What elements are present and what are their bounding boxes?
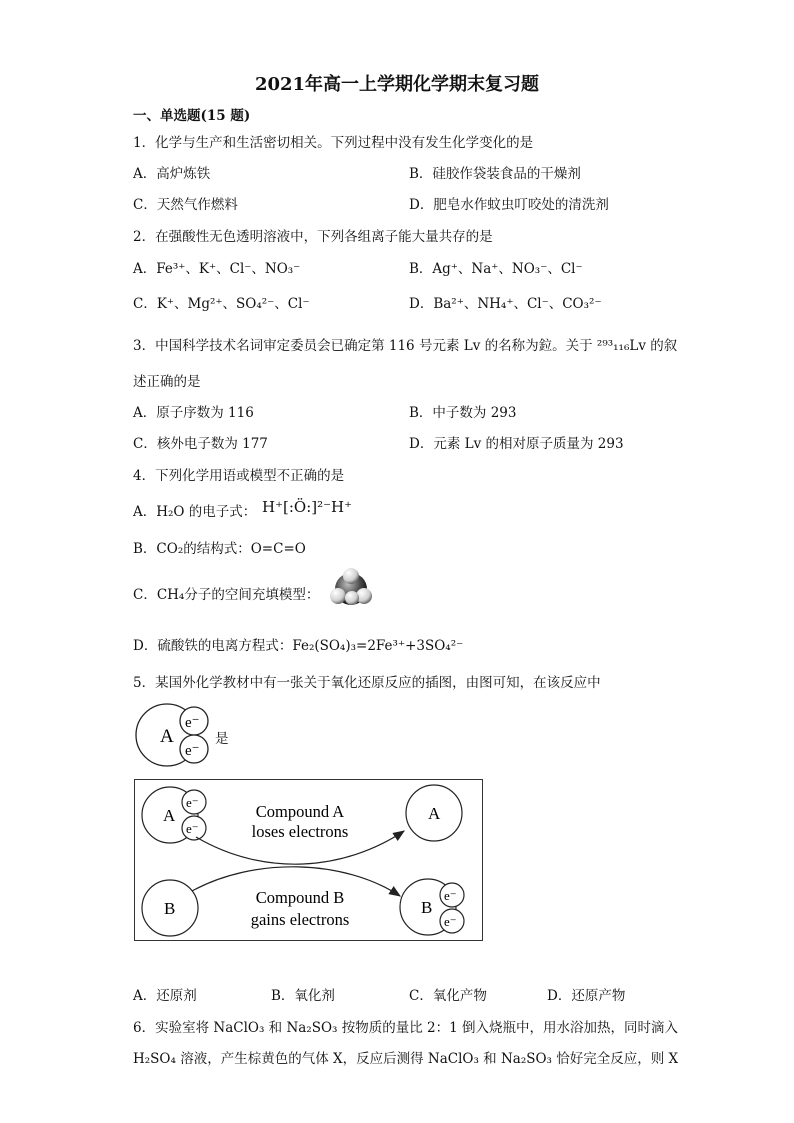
question-2-option-c: C．K⁺、Mg²⁺、SO₄²⁻、Cl⁻ [133,296,310,312]
question-4-option-a: A．H₂O 的电子式： [133,504,257,520]
question-4-option-b: B．CO₂的结构式：O=C=O [133,541,306,557]
electron-label: e⁻ [444,914,457,929]
question-3-stem: 3．中国科学技术名词审定委员会已确定第 116 号元素 Lv 的名称为鉝。关于 ²⁹³₁₁₆Lv 的叙 [133,338,678,354]
atom-a-left-label: A [163,806,176,825]
question-6-line-1: 6．实验室将 NaClO₃ 和 Na₂SO₃ 按物质的量比 2：1 倒入烧瓶中，用水浴加热，同时滴入 [133,1020,679,1036]
question-4-option-c: C．CH₄分子的空间充填模型： [133,587,320,603]
question-4-option-d: D．硫酸铁的电离方程式：Fe₂(SO₄)₃=2Fe³⁺+3SO₄²⁻ [133,638,464,654]
atom-b-left-label: B [164,899,176,918]
methane-space-filling-model-icon [326,566,376,612]
question-3-option-b: B．中子数为 293 [409,405,517,421]
question-2-stem: 2．在强酸性无色透明溶液中，下列各组离子能大量共存的是 [133,229,493,245]
inline-atom-a-diagram [130,700,250,772]
question-5-option-c: C．氧化产物 [409,988,487,1004]
question-2-option-b: B．Ag⁺、Na⁺、NO₃⁻、Cl⁻ [409,261,583,277]
atom-a-right-label: A [428,804,441,823]
question-3-stem-cont: 述正确的是 [133,374,201,390]
question-2-option-a: A．Fe³⁺、K⁺、Cl⁻、NO₃⁻ [133,261,301,277]
compound-b-line1: Compound B [255,888,345,907]
water-electron-formula: H⁺[:Ö:]²⁻H⁺ [262,498,353,516]
inline-diagram-suffix: 是 [215,731,229,747]
question-1-option-a: A．高炉炼铁 [133,166,211,182]
electron-label: e⁻ [186,821,199,836]
question-5-option-d: D．还原产物 [547,988,626,1004]
question-2-option-d: D．Ba²⁺、NH₄⁺、Cl⁻、CO₃²⁻ [409,296,602,312]
question-1-option-b: B．硅胶作袋装食品的干燥剂 [409,166,581,182]
compound-a-line1: Compound A [255,802,345,821]
inline-atom-a-label: A [160,726,174,747]
question-5-option-a: A．还原剂 [133,988,197,1004]
question-1-stem: 1．化学与生产和生活密切相关。下列过程中没有发生化学变化的是 [133,135,534,151]
atom-b-right-label: B [421,898,433,917]
question-1-option-c: C．天然气作燃料 [133,197,238,213]
question-1-option-d: D．肥皂水作蚊虫叮咬处的清洗剂 [409,197,609,213]
question-4-stem: 4．下列化学用语或模型不正确的是 [133,468,345,484]
question-3-option-c: C．核外电子数为 177 [133,436,268,452]
electron-label: e⁻ [186,795,199,810]
compound-a-line2: loses electrons [251,822,349,841]
electron-label: e⁻ [444,888,457,903]
question-6-line-2: H₂SO₄ 溶液，产生棕黄色的气体 X，反应后测得 NaClO₃ 和 Na₂SO₃ 恰好完全反应，则 X [133,1051,679,1067]
compound-b-line2: gains electrons [250,910,350,929]
redox-diagram [134,779,483,941]
question-3-option-d: D．元素 Lv 的相对原子质量为 293 [409,436,624,452]
question-3-option-a: A．原子序数为 116 [133,405,254,421]
inline-electron-2-label: e⁻ [185,743,200,759]
section-heading: 一、单选题(15 题) [133,108,251,124]
inline-electron-1-label: e⁻ [185,715,200,731]
question-5-option-b: B．氧化剂 [271,988,335,1004]
question-5-stem: 5．某国外化学教材中有一张关于氧化还原反应的插图，由图可知，在该反应中 [133,675,601,691]
page-title: 2021年高一上学期化学期末复习题 [254,74,540,95]
